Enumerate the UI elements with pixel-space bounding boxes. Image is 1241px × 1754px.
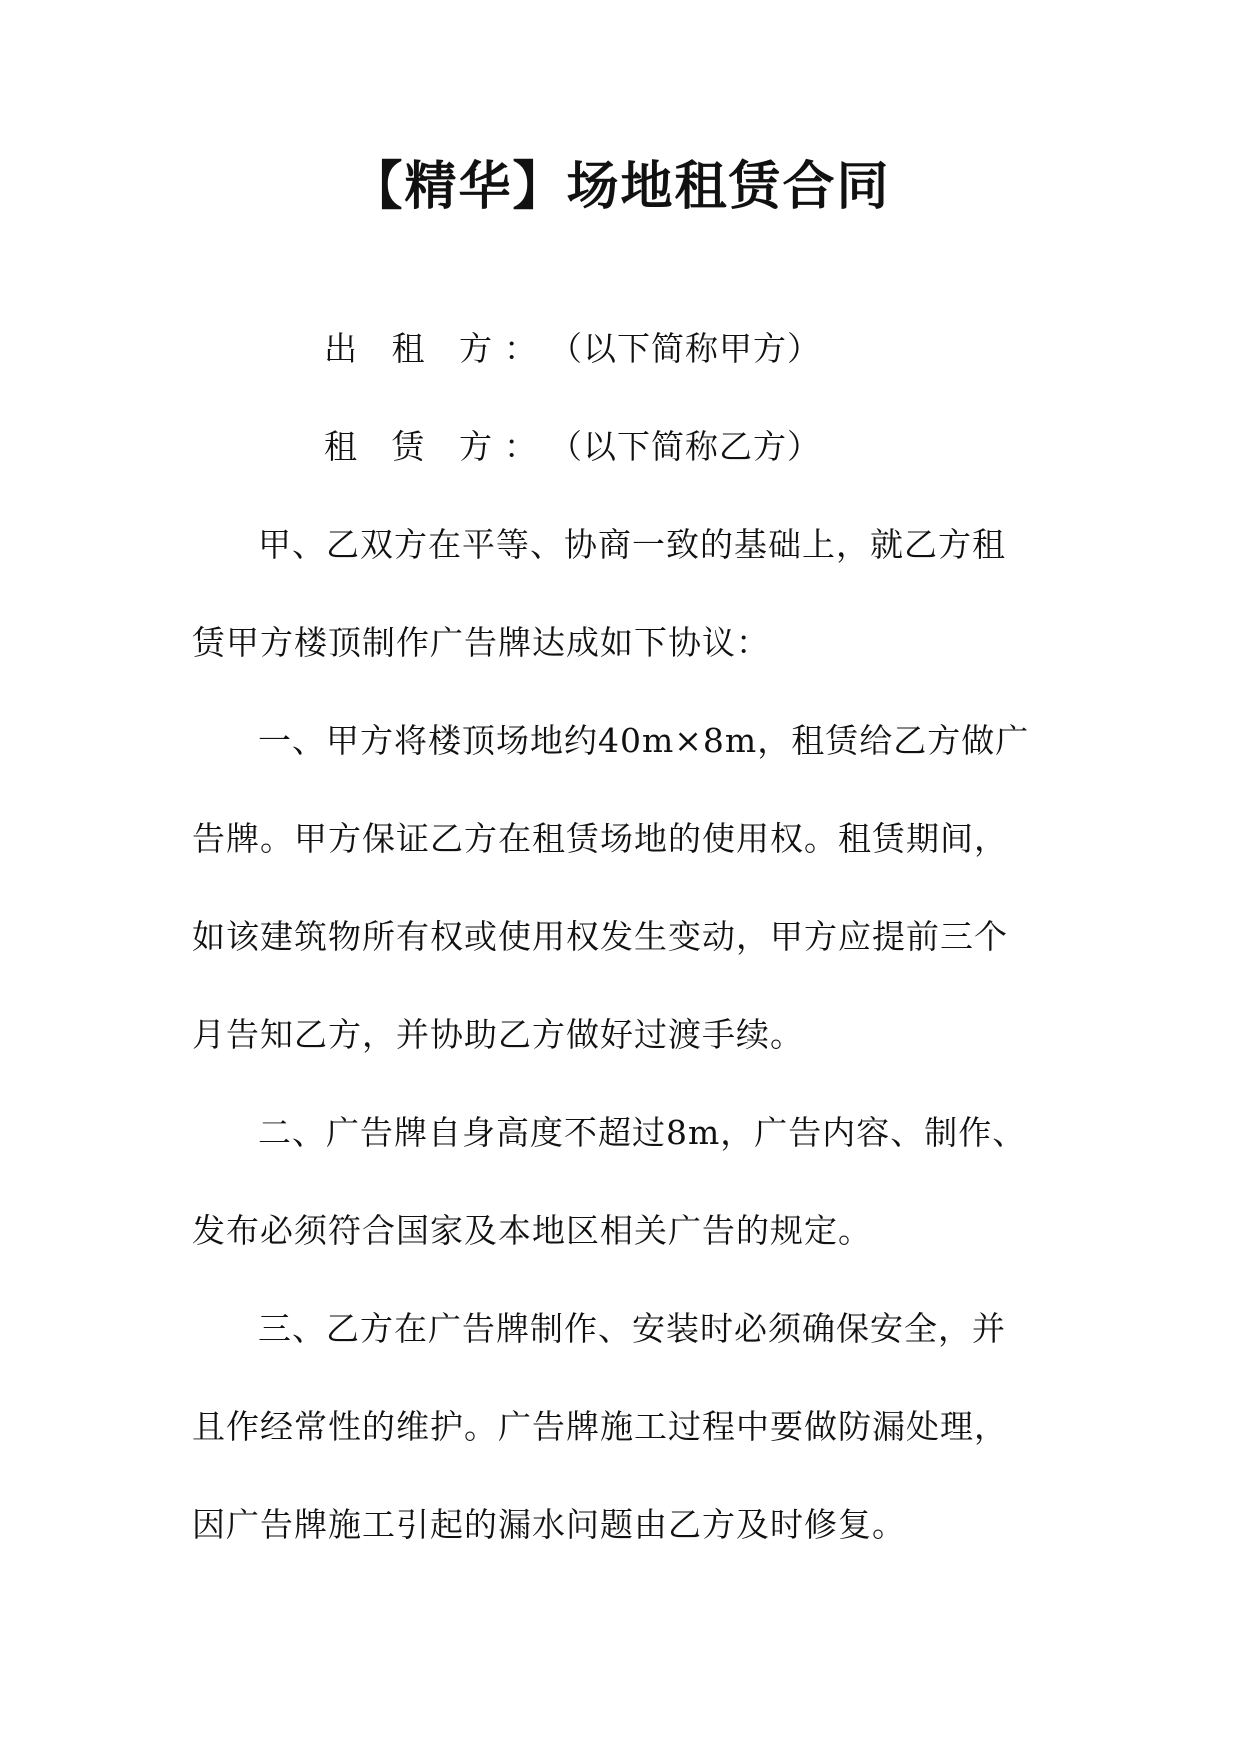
preamble-paragraph: 甲、乙双方在平等、协商一致的基础上，就乙方租赁甲方楼顶制作广告牌达成如下协议： [192, 525, 1006, 662]
lessee-label: 租 赁 方： [324, 427, 549, 466]
document-title: 【精华】场地租赁合同 [350, 157, 891, 217]
clause-1-paragraph: 一、甲方将楼顶场地约40m×8m，租赁给乙方做广告牌。甲方保证乙方在租赁场地的使用权。租赁期间，如该建筑物所有权或使用权发生变动，甲方应提前三个月告知乙方，并协助乙方做好过渡手续。 [192, 721, 1030, 1054]
clause-3-paragraph: 三、乙方在广告牌制作、安装时必须确保安全，并且作经常性的维护。广告牌施工过程中要做防漏处理，因广告牌施工引起的漏水问题由乙方及时修复。 [192, 1309, 1008, 1544]
lessor-label: 出 租 方： [324, 329, 549, 368]
lessor-line [192, 300, 1032, 398]
lessee-line [192, 398, 1032, 496]
lessee-value: （以下简称乙方） [548, 427, 821, 466]
clause-2-paragraph: 二、广告牌自身高度不超过8m，广告内容、制作、发布必须符合国家及本地区相关广告的规定。 [192, 1113, 1027, 1250]
lessor-value: （以下简称甲方） [548, 329, 821, 368]
document-body [192, 300, 1032, 1574]
